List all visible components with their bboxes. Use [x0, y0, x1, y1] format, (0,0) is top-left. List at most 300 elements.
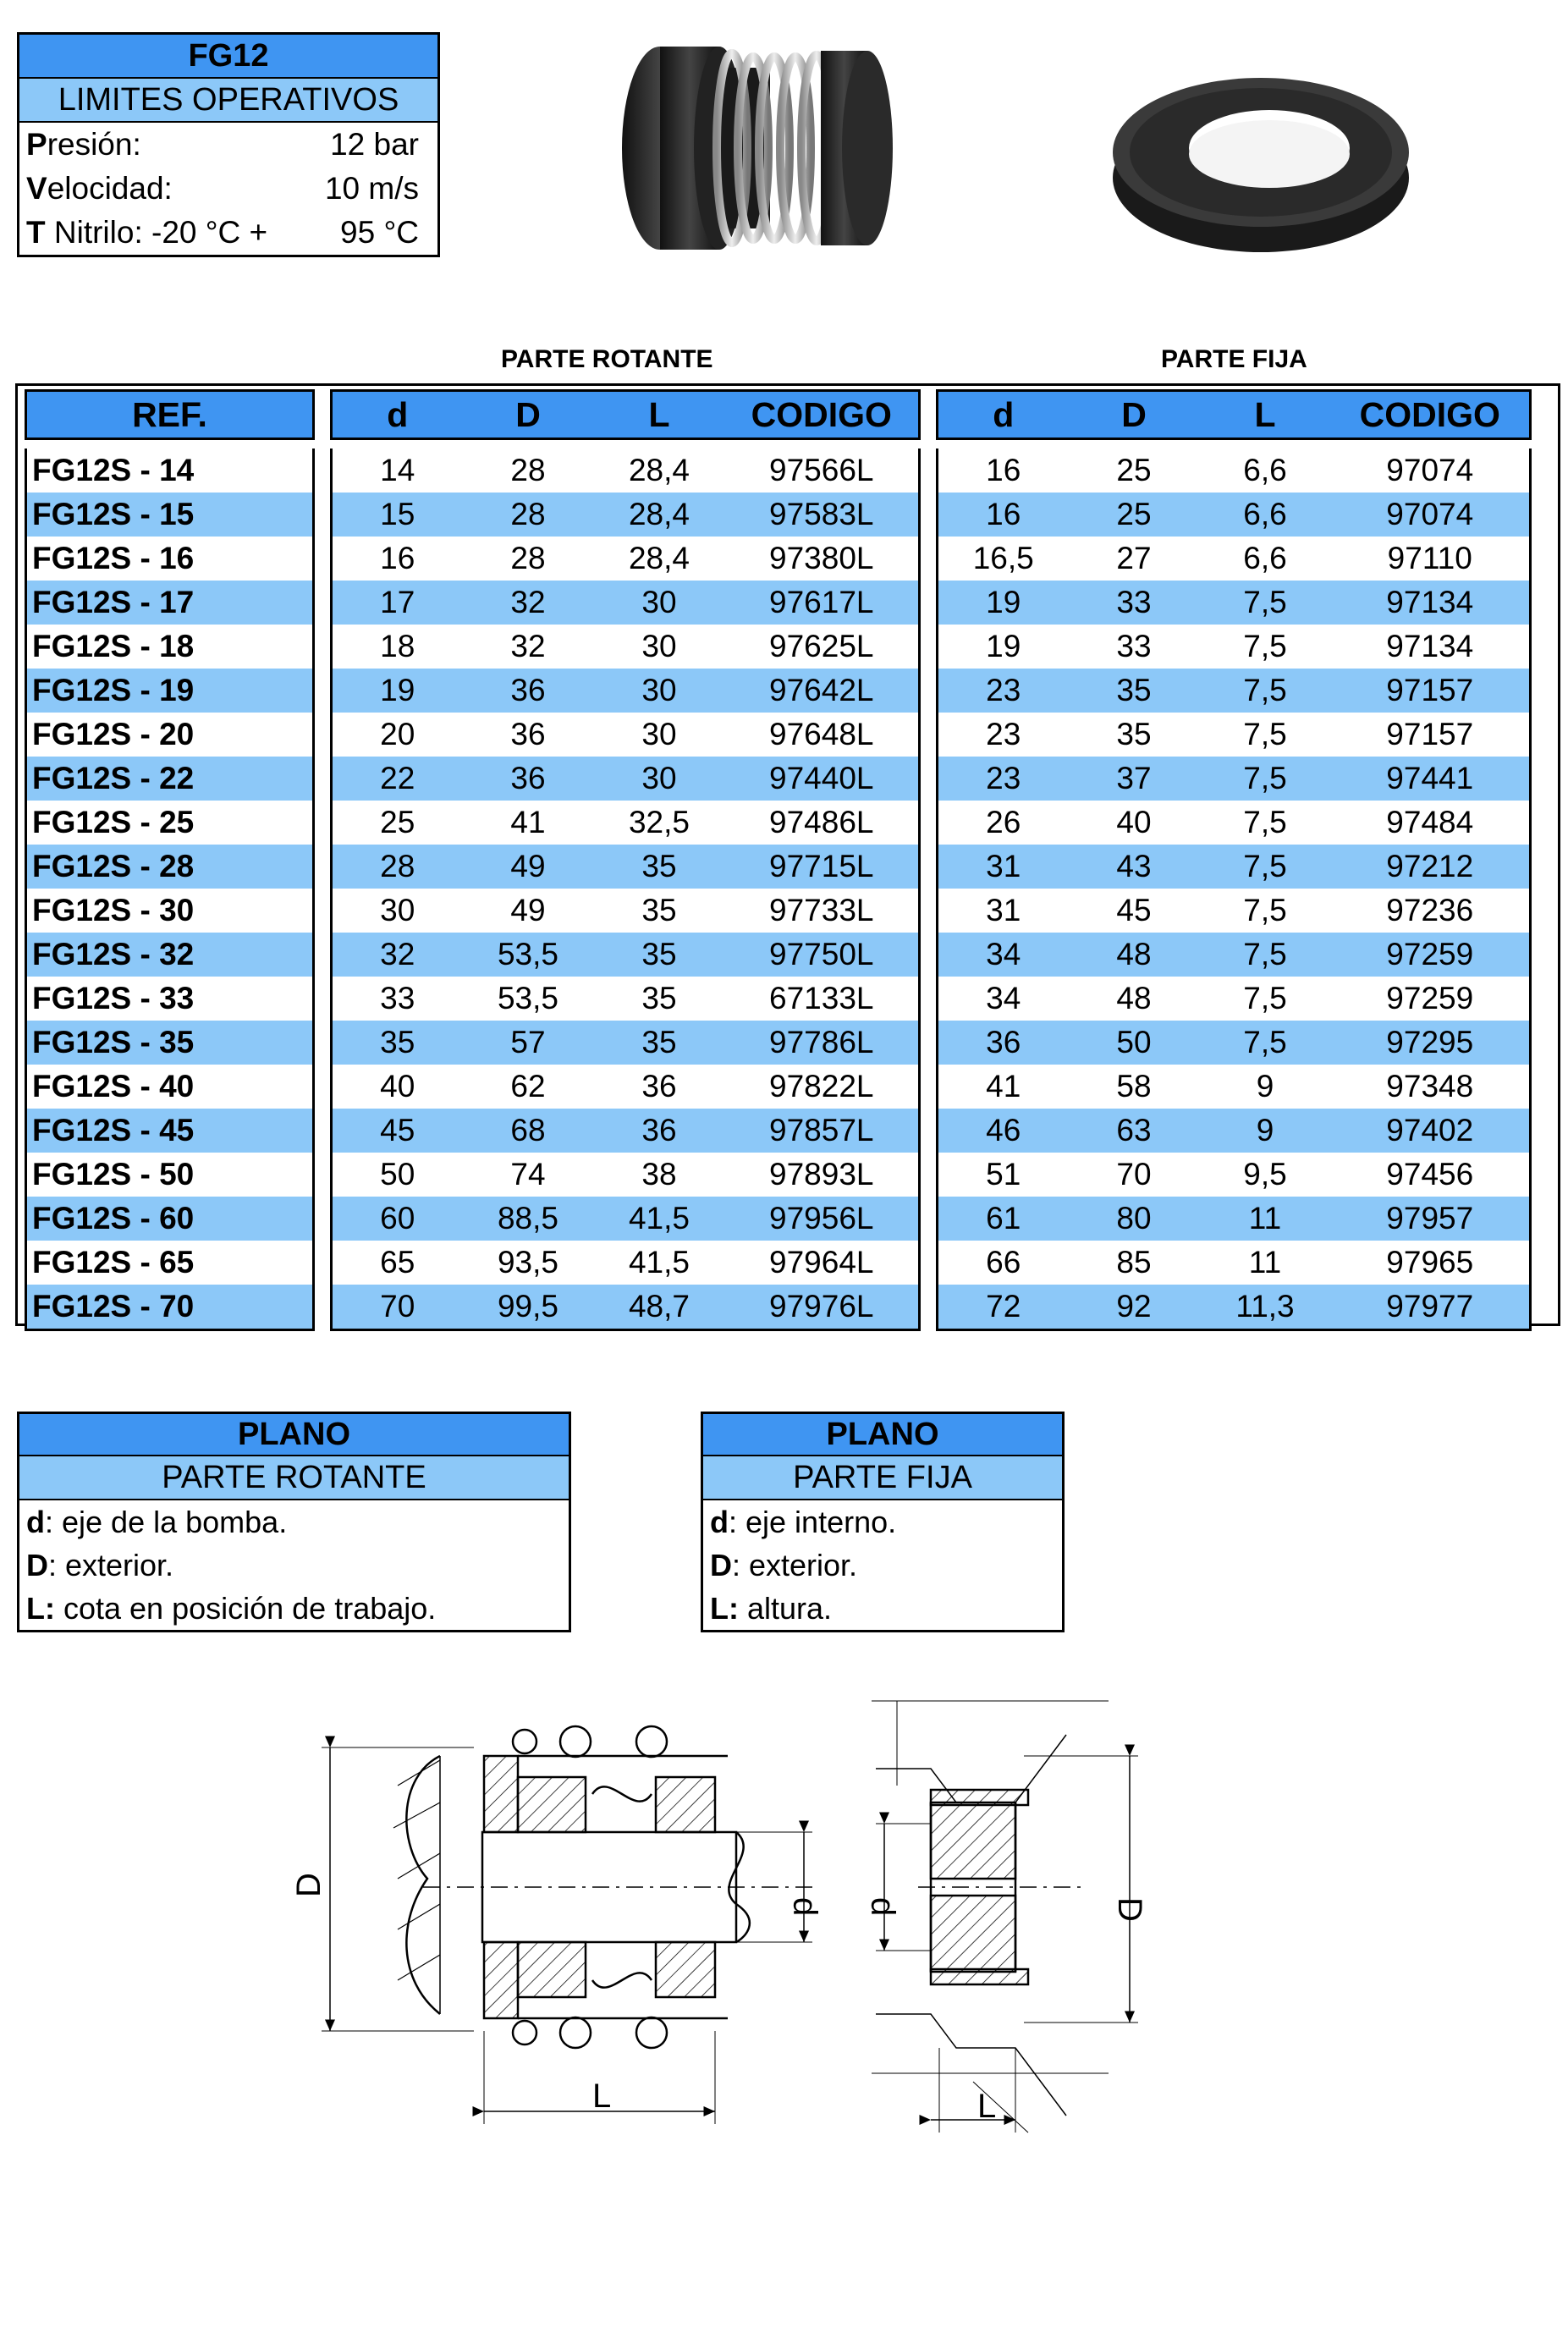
table-cell: 51 — [938, 1153, 1069, 1197]
limits-row-speed — [19, 167, 437, 211]
table-cell: 45 — [332, 1109, 463, 1153]
column-header: D — [1069, 391, 1200, 439]
table-row — [26, 449, 1531, 493]
plano-line — [19, 1500, 569, 1544]
table-cell: 23 — [938, 757, 1069, 801]
plano-key: D — [26, 1548, 48, 1582]
ref-cell: FG12S - 18 — [26, 625, 314, 669]
column-separator — [314, 757, 332, 801]
table-cell: 11 — [1248, 1245, 1282, 1280]
table-cell: 37 — [1069, 757, 1200, 801]
ref-cell: FG12S - 40 — [26, 1065, 314, 1109]
plano-text: : exterior. — [732, 1548, 858, 1582]
ref-cell: FG12S - 32 — [26, 933, 314, 977]
table-cell: 6,6 — [1200, 493, 1331, 537]
table-cell: 33 — [332, 977, 463, 1021]
table-row — [26, 581, 1531, 625]
column-separator — [920, 1065, 938, 1109]
table-cell: 22 — [332, 757, 463, 801]
table-cell: 35 — [1069, 669, 1200, 713]
column-header: d — [332, 391, 463, 439]
table-cell: 35 — [641, 893, 677, 927]
table-cell: 45 — [1116, 893, 1152, 927]
table-cell: 30 — [641, 717, 677, 751]
table-cell: 97484 — [1331, 801, 1531, 845]
limits-box — [17, 32, 440, 257]
table-cell: 36 — [938, 1021, 1069, 1065]
column-separator — [314, 391, 332, 439]
table-row — [26, 845, 1531, 889]
table-cell: 97157 — [1331, 669, 1531, 713]
table-cell: 19 — [938, 581, 1069, 625]
table-cell: 28 — [332, 845, 463, 889]
column-separator — [314, 845, 332, 889]
table-cell: 68 — [463, 1109, 594, 1153]
table-cell: 61 — [938, 1197, 1069, 1241]
table-cell: 16 — [938, 449, 1069, 493]
limits-row-label: resión: — [47, 127, 141, 162]
table-cell: 35 — [332, 1021, 463, 1065]
table-cell: 28 — [510, 453, 546, 487]
section-label-fixed: PARTE FIJA — [1161, 345, 1307, 373]
ref-cell: FG12S - 70 — [26, 1285, 314, 1330]
table-cell: 35 — [594, 845, 725, 889]
table-cell: 35 — [1116, 717, 1152, 751]
ref-cell: FG12S - 14 — [26, 449, 314, 493]
table-cell: 31 — [938, 889, 1069, 933]
plano-line — [19, 1544, 569, 1587]
table-cell: 7,5 — [1243, 981, 1287, 1015]
rotating-L-label: L — [592, 2078, 612, 2115]
column-separator — [314, 1241, 332, 1285]
table-cell: 30 — [332, 889, 463, 933]
table-row — [26, 1065, 1531, 1109]
table-cell: 35 — [594, 1021, 725, 1065]
fixed-d-label: d — [864, 1897, 901, 1917]
table-cell: 40 — [332, 1065, 463, 1109]
table-cell: 9,5 — [1243, 1157, 1287, 1192]
table-cell: 97259 — [1331, 977, 1531, 1021]
fixed-seat-photo — [1100, 59, 1422, 262]
table-cell: 36 — [510, 717, 546, 751]
ref-cell: FG12S - 65 — [26, 1241, 314, 1285]
table-cell: 97786L — [725, 1021, 920, 1065]
table-cell: 97642L — [725, 669, 920, 713]
table-cell: 20 — [332, 713, 463, 757]
table-cell: 70 — [1116, 1157, 1152, 1192]
column-separator — [920, 845, 938, 889]
table-cell: 41 — [510, 805, 546, 839]
table-cell: 97134 — [1331, 625, 1531, 669]
table-cell: 34 — [938, 977, 1069, 1021]
table-cell: 9 — [1256, 1069, 1274, 1103]
limits-row-label: elocidad: — [47, 171, 173, 206]
column-separator — [314, 977, 332, 1021]
limits-row-initial: P — [26, 127, 47, 162]
table-row — [26, 1197, 1531, 1241]
column-separator — [920, 757, 938, 801]
table-cell: 36 — [463, 757, 594, 801]
table-cell: 85 — [1116, 1245, 1152, 1280]
table-cell: 97857L — [725, 1109, 920, 1153]
column-separator — [314, 1065, 332, 1109]
table-row — [26, 801, 1531, 845]
table-cell: 97074 — [1331, 449, 1531, 493]
table-row — [26, 1153, 1531, 1197]
ref-cell: FG12S - 45 — [26, 1109, 314, 1153]
limits-row-initial: T — [26, 215, 46, 250]
column-header: D — [463, 391, 594, 439]
table-cell: 32 — [463, 581, 594, 625]
table-cell: 25 — [1069, 493, 1200, 537]
column-header: REF. — [26, 391, 314, 439]
table-cell: 97617L — [725, 581, 920, 625]
table-cell: 97957 — [1331, 1197, 1531, 1241]
table-cell: 65 — [332, 1241, 463, 1285]
column-separator — [920, 537, 938, 581]
table-cell: 11,3 — [1200, 1285, 1331, 1330]
table-cell: 97212 — [1331, 845, 1531, 889]
header-spacer — [26, 439, 1531, 449]
fixed-L-label: L — [977, 2088, 997, 2125]
table-cell: 97715L — [725, 845, 920, 889]
column-header: CODIGO — [1331, 391, 1531, 439]
table-cell: 97074 — [1331, 493, 1531, 537]
plano-text: cota en posición de trabajo. — [54, 1591, 437, 1626]
plano-text: : eje de la bomba. — [45, 1505, 288, 1539]
limits-title: FG12 — [19, 35, 437, 79]
fixed-part-drawing — [872, 1701, 1138, 2133]
table-row — [26, 933, 1531, 977]
column-separator — [920, 933, 938, 977]
rotating-part-drawing — [322, 1726, 812, 2124]
table-cell: 36 — [594, 1109, 725, 1153]
table-cell: 28 — [510, 541, 546, 575]
table-cell: 62 — [510, 1069, 546, 1103]
table-row — [26, 493, 1531, 537]
table-cell: 97348 — [1331, 1065, 1531, 1109]
limits-row-initial: V — [26, 171, 47, 206]
table-cell: 32,5 — [628, 805, 690, 839]
column-separator — [920, 669, 938, 713]
column-separator — [920, 1109, 938, 1153]
table-cell: 33 — [1069, 581, 1200, 625]
table-cell: 41 — [938, 1065, 1069, 1109]
table-cell: 25 — [1116, 453, 1152, 487]
table-cell: 48,7 — [594, 1285, 725, 1330]
plano-line — [703, 1544, 1062, 1587]
table-cell: 7,5 — [1200, 1021, 1331, 1065]
table-cell: 7,5 — [1243, 805, 1287, 839]
table-cell: 6,6 — [1243, 453, 1287, 487]
column-header: L — [594, 391, 725, 439]
column-separator — [920, 977, 938, 1021]
column-separator — [920, 801, 938, 845]
table-cell: 48 — [1069, 933, 1200, 977]
ref-cell: FG12S - 50 — [26, 1153, 314, 1197]
table-cell: 97956L — [725, 1197, 920, 1241]
column-separator — [314, 801, 332, 845]
column-separator — [920, 1153, 938, 1197]
plano-key: L: — [26, 1591, 55, 1626]
table-cell: 28,4 — [594, 493, 725, 537]
ref-cell: FG12S - 60 — [26, 1197, 314, 1241]
table-cell: 97236 — [1331, 889, 1531, 933]
table-cell: 34 — [938, 933, 1069, 977]
table-cell: 43 — [1069, 845, 1200, 889]
table-row — [26, 889, 1531, 933]
ref-cell: FG12S - 30 — [26, 889, 314, 933]
ref-cell: FG12S - 15 — [26, 493, 314, 537]
column-separator — [920, 391, 938, 439]
table-cell: 97964L — [725, 1241, 920, 1285]
table-cell: 30 — [594, 581, 725, 625]
limits-row-value: 12 bar — [330, 127, 419, 162]
dimensions-grid — [25, 389, 1532, 1331]
rotating-d-label: d — [786, 1897, 823, 1917]
ref-cell: FG12S - 19 — [26, 669, 314, 713]
plano-subtitle: PARTE FIJA — [703, 1456, 1062, 1500]
limits-row-label: Nitrilo: -20 °C + — [45, 215, 268, 250]
table-cell: 67133L — [725, 977, 920, 1021]
limits-row-value: 95 °C — [340, 215, 419, 250]
ref-cell: FG12S - 35 — [26, 1021, 314, 1065]
table-cell: 46 — [938, 1109, 1069, 1153]
column-separator — [920, 889, 938, 933]
table-row — [26, 757, 1531, 801]
table-cell: 58 — [1116, 1069, 1152, 1103]
column-separator — [314, 1021, 332, 1065]
table-cell: 88,5 — [463, 1197, 594, 1241]
table-cell: 16 — [938, 493, 1069, 537]
table-cell: 28,4 — [628, 453, 690, 487]
table-cell: 50 — [332, 1153, 463, 1197]
table-cell: 93,5 — [497, 1245, 558, 1280]
table-cell: 41,5 — [628, 1245, 690, 1280]
column-separator — [920, 1021, 938, 1065]
table-cell: 23 — [938, 669, 1069, 713]
rotating-seal-photo — [609, 17, 905, 279]
ref-cell: FG12S - 22 — [26, 757, 314, 801]
table-cell: 7,5 — [1243, 893, 1287, 927]
fixed-D-label: D — [1111, 1897, 1148, 1922]
table-cell: 16,5 — [938, 537, 1069, 581]
limits-row-temperature — [19, 211, 437, 255]
plano-text: : exterior. — [48, 1548, 174, 1582]
column-separator — [314, 581, 332, 625]
table-cell: 97259 — [1331, 933, 1531, 977]
technical-drawing — [0, 1676, 1568, 2319]
column-separator — [314, 449, 332, 493]
table-cell: 97486L — [725, 801, 920, 845]
table-cell: 16 — [332, 537, 463, 581]
plano-key: L: — [710, 1591, 739, 1626]
table-row — [26, 1021, 1531, 1065]
column-separator — [920, 493, 938, 537]
column-separator — [314, 713, 332, 757]
table-cell: 32 — [332, 933, 463, 977]
plano-fixed-box — [701, 1412, 1065, 1632]
plano-line — [703, 1587, 1062, 1630]
table-cell: 41,5 — [594, 1197, 725, 1241]
table-row — [26, 625, 1531, 669]
table-cell: 97402 — [1331, 1109, 1531, 1153]
ref-cell: FG12S - 17 — [26, 581, 314, 625]
column-separator — [314, 537, 332, 581]
table-cell: 14 — [332, 449, 463, 493]
ref-cell: FG12S - 16 — [26, 537, 314, 581]
table-cell: 7,5 — [1243, 717, 1287, 751]
table-cell: 99,5 — [463, 1285, 594, 1330]
table-cell: 60 — [332, 1197, 463, 1241]
table-cell: 36 — [463, 669, 594, 713]
table-cell: 30 — [594, 669, 725, 713]
column-header: d — [938, 391, 1069, 439]
table-row — [26, 537, 1531, 581]
column-separator — [314, 493, 332, 537]
table-cell: 97134 — [1331, 581, 1531, 625]
table-cell: 50 — [1069, 1021, 1200, 1065]
table-cell: 7,5 — [1243, 629, 1287, 663]
column-separator — [314, 1197, 332, 1241]
table-cell: 19 — [332, 669, 463, 713]
spacer-cell — [26, 439, 1531, 449]
table-cell: 97441 — [1331, 757, 1531, 801]
rotating-D-label: D — [290, 1873, 327, 1897]
plano-key: D — [710, 1548, 732, 1582]
table-cell: 97295 — [1331, 1021, 1531, 1065]
plano-title: PLANO — [19, 1414, 569, 1456]
table-cell: 72 — [938, 1285, 1069, 1330]
plano-subtitle: PARTE ROTANTE — [19, 1456, 569, 1500]
column-separator — [314, 1285, 332, 1330]
table-cell: 97583L — [725, 493, 920, 537]
table-cell: 49 — [463, 845, 594, 889]
table-row — [26, 977, 1531, 1021]
table-cell: 97965 — [1331, 1241, 1531, 1285]
table-cell: 97625L — [725, 625, 920, 669]
table-cell: 97822L — [725, 1065, 920, 1109]
seal-dimensions-table — [15, 383, 1560, 1326]
ref-cell: FG12S - 25 — [26, 801, 314, 845]
table-cell: 40 — [1116, 805, 1152, 839]
ref-cell: FG12S - 20 — [26, 713, 314, 757]
table-cell: 97976L — [725, 1285, 920, 1330]
table-cell: 32 — [510, 629, 546, 663]
table-cell: 97750L — [725, 933, 920, 977]
table-cell: 74 — [510, 1157, 546, 1192]
column-separator — [920, 1241, 938, 1285]
table-cell: 25 — [332, 801, 463, 845]
column-separator — [314, 669, 332, 713]
table-cell: 7,5 — [1200, 845, 1331, 889]
plano-text: : eje interno. — [729, 1505, 897, 1539]
table-cell: 7,5 — [1200, 933, 1331, 977]
table-cell: 11 — [1200, 1197, 1331, 1241]
table-cell: 97566L — [725, 449, 920, 493]
plano-line — [703, 1500, 1062, 1544]
table-cell: 30 — [594, 757, 725, 801]
table-row — [26, 1241, 1531, 1285]
table-cell: 28,4 — [628, 541, 690, 575]
table-cell: 23 — [938, 713, 1069, 757]
column-header: CODIGO — [725, 391, 920, 439]
plano-line — [19, 1587, 569, 1630]
table-cell: 97110 — [1331, 537, 1531, 581]
table-cell: 92 — [1069, 1285, 1200, 1330]
table-cell: 97893L — [725, 1153, 920, 1197]
column-separator — [920, 713, 938, 757]
limits-row-pressure — [19, 123, 437, 167]
table-cell: 7,5 — [1200, 757, 1331, 801]
column-separator — [920, 1285, 938, 1330]
table-cell: 97977 — [1331, 1285, 1531, 1330]
ref-cell: FG12S - 28 — [26, 845, 314, 889]
table-cell: 97648L — [725, 713, 920, 757]
table-cell: 18 — [332, 625, 463, 669]
table-cell: 97456 — [1331, 1153, 1531, 1197]
table-cell: 70 — [332, 1285, 463, 1330]
table-row — [26, 669, 1531, 713]
table-cell: 53,5 — [497, 981, 558, 1015]
plano-title: PLANO — [703, 1414, 1062, 1456]
table-cell: 97440L — [725, 757, 920, 801]
column-separator — [314, 1153, 332, 1197]
table-cell: 9 — [1200, 1109, 1331, 1153]
table-cell: 19 — [938, 625, 1069, 669]
plano-text: altura. — [738, 1591, 833, 1626]
plano-rotating-box — [17, 1412, 571, 1632]
table-cell: 36 — [641, 1069, 677, 1103]
column-separator — [920, 449, 938, 493]
table-row — [26, 1285, 1531, 1330]
table-cell: 97380L — [725, 537, 920, 581]
column-separator — [920, 625, 938, 669]
column-separator — [314, 933, 332, 977]
table-cell: 31 — [938, 845, 1069, 889]
table-cell: 48 — [1116, 981, 1152, 1015]
limits-row-value: 10 m/s — [324, 171, 419, 206]
table-cell: 63 — [1069, 1109, 1200, 1153]
limits-subtitle: LIMITES OPERATIVOS — [19, 79, 437, 123]
table-cell: 38 — [641, 1157, 677, 1192]
table-row — [26, 1109, 1531, 1153]
table-cell: 33 — [1116, 629, 1152, 663]
table-cell: 80 — [1069, 1197, 1200, 1241]
table-cell: 15 — [332, 493, 463, 537]
column-separator — [314, 1109, 332, 1153]
table-cell: 49 — [510, 893, 546, 927]
table-cell: 6,6 — [1243, 541, 1287, 575]
table-cell: 7,5 — [1200, 581, 1331, 625]
table-cell: 66 — [938, 1241, 1069, 1285]
column-header: L — [1200, 391, 1331, 439]
plano-key: d — [26, 1505, 45, 1539]
column-separator — [314, 625, 332, 669]
table-cell: 7,5 — [1200, 669, 1331, 713]
table-row — [26, 713, 1531, 757]
table-cell: 35 — [641, 981, 677, 1015]
section-label-rotating: PARTE ROTANTE — [501, 345, 713, 373]
table-cell: 27 — [1116, 541, 1152, 575]
plano-key: d — [710, 1505, 729, 1539]
table-cell: 28 — [463, 493, 594, 537]
table-cell: 26 — [938, 801, 1069, 845]
table-header-row — [26, 391, 1531, 439]
table-cell: 97733L — [725, 889, 920, 933]
table-cell: 17 — [332, 581, 463, 625]
table-cell: 57 — [463, 1021, 594, 1065]
